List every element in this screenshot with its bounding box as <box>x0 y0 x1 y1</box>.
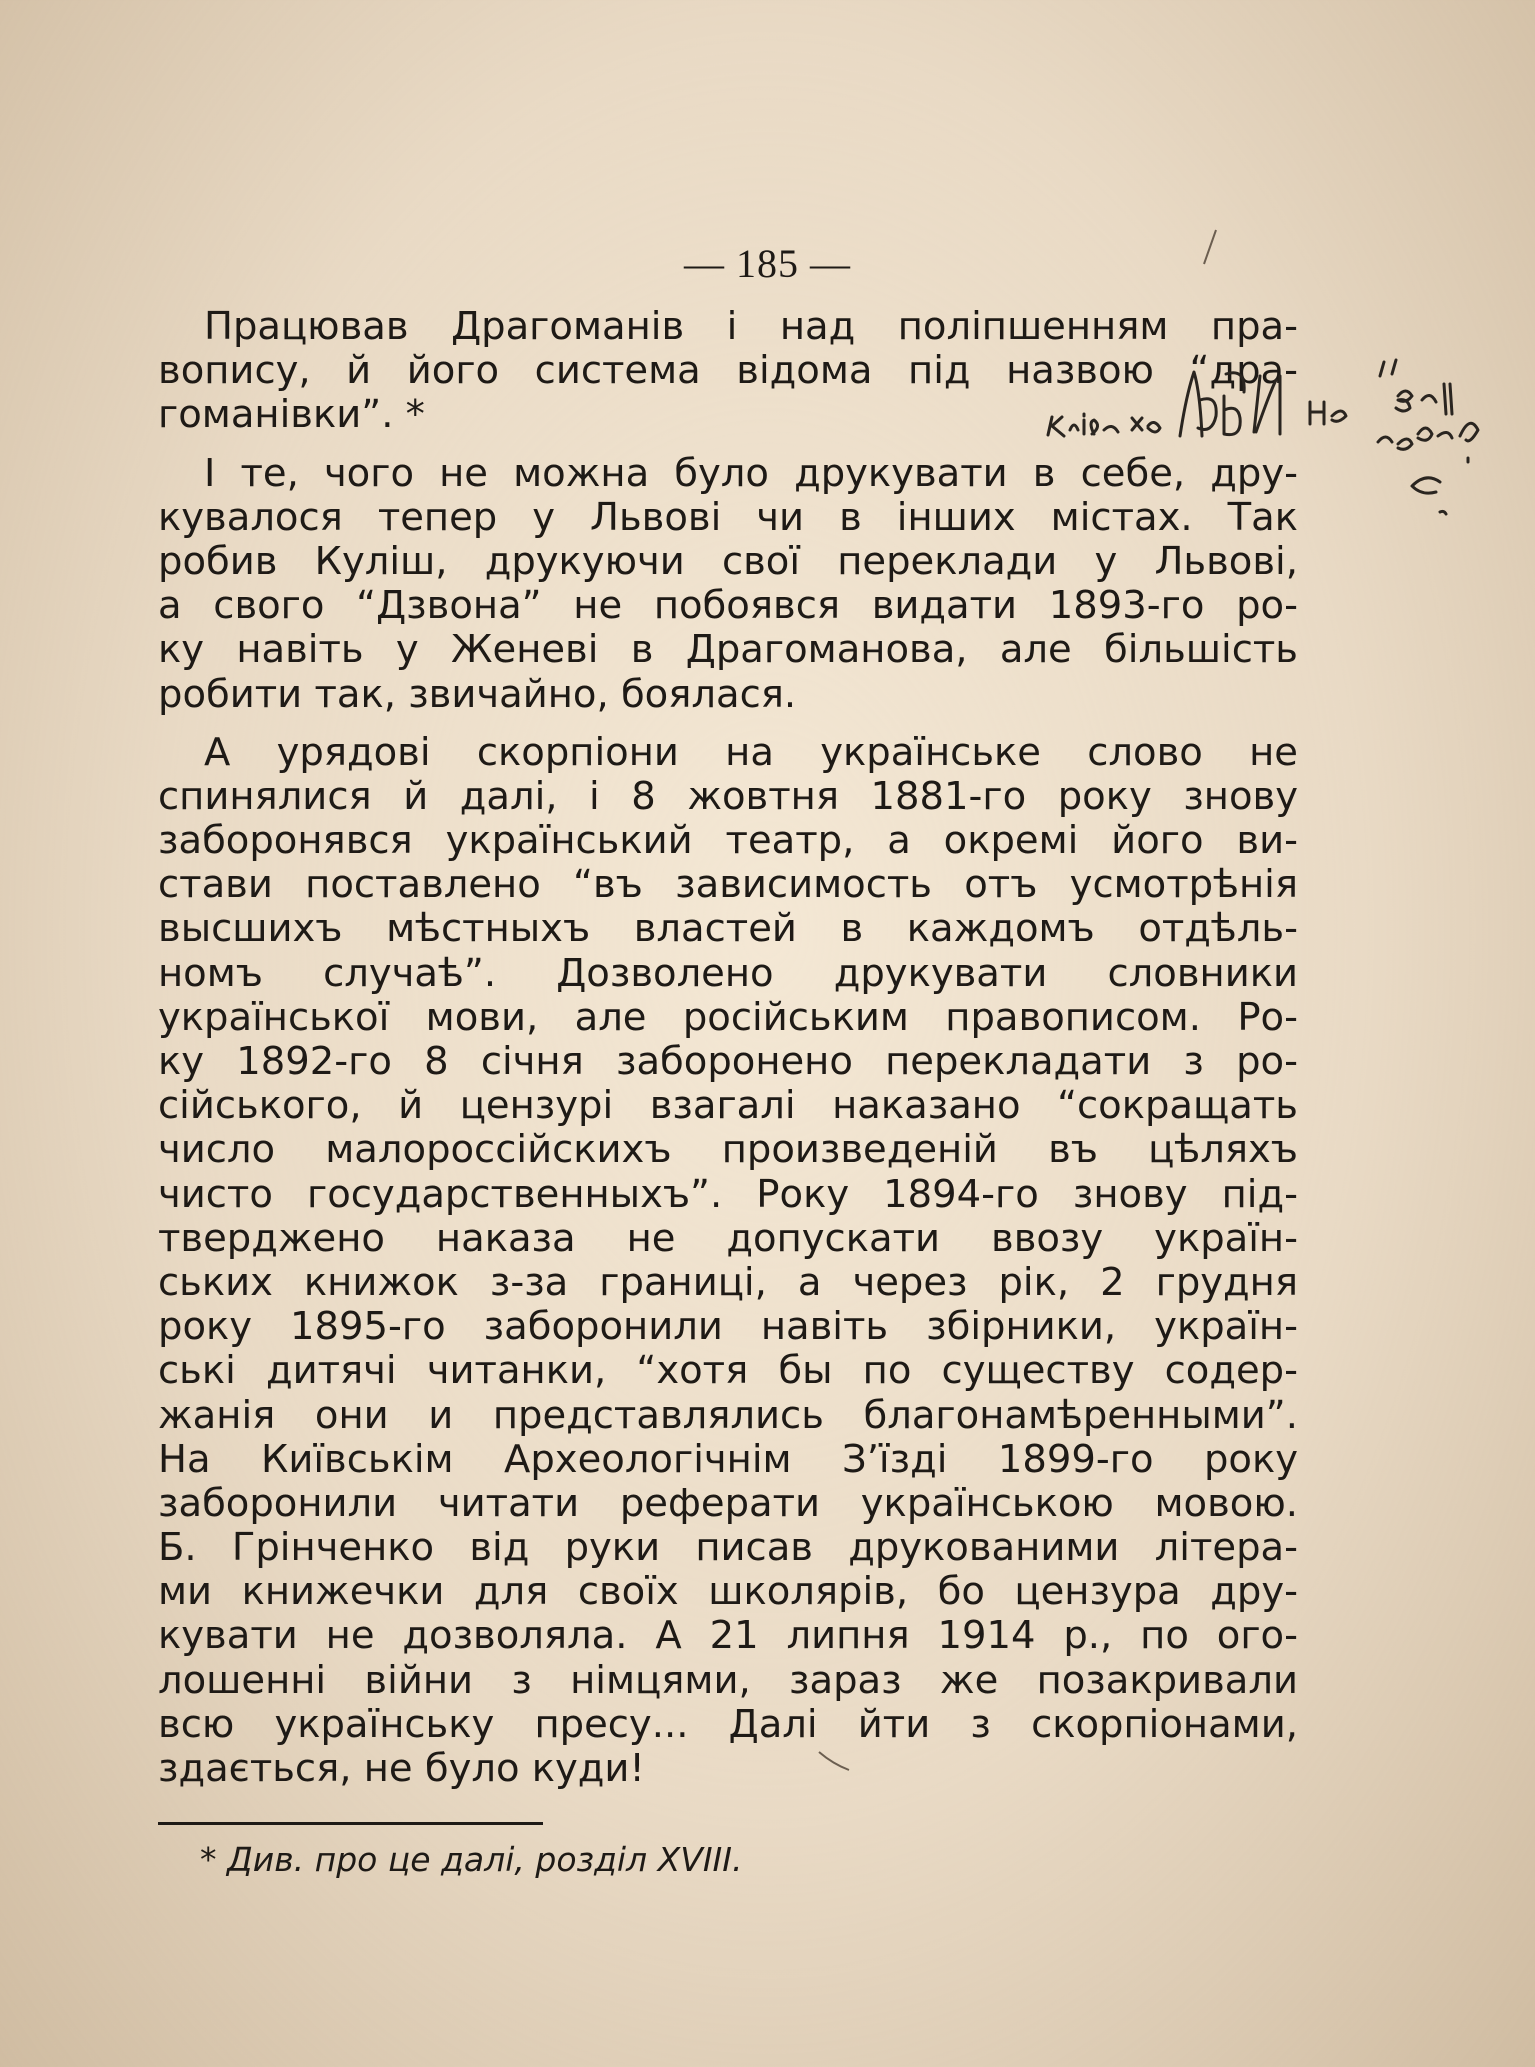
text-line: року 1895-го заборонили навіть збірники, україн- <box>158 1304 1298 1350</box>
text-line: тверджено наказа не допускати ввозу україн- <box>158 1215 1298 1261</box>
text-line: робив Куліш, друкуючи свої переклади у Львові, <box>158 538 1298 584</box>
text-line: робити так, звичайно, боялася. <box>158 671 797 717</box>
text-line: здається, не було куди! <box>158 1746 645 1791</box>
text-line: заборонявся український театр, а окремі його ви- <box>158 818 1298 864</box>
text-line: Працював Драгоманів і над поліпшенням пра- <box>204 304 1298 349</box>
text-line: ми книжечки для своїх школярів, бо цензура дру- <box>158 1569 1298 1615</box>
pencil-mark <box>1200 228 1220 268</box>
handwritten-annotation <box>1040 340 1535 530</box>
text-line: кувати не дозволяла. А 21 липня 1914 р., по ого- <box>158 1613 1298 1659</box>
text-line: На Київськім Археологічнім З’їзді 1899-го року <box>158 1436 1298 1482</box>
page-number: — 185 — <box>684 241 851 286</box>
text-line: ських книжок з-за границі, а через рік, 2 грудня <box>158 1259 1298 1305</box>
footnote: * Див. про це далі, розділ XVIII. <box>200 1840 743 1879</box>
text-line: ські дитячі читанки, “хотя бы по существу содер- <box>158 1348 1298 1394</box>
text-line: заборонили читати реферати українською мовою. <box>158 1480 1298 1526</box>
text-line: высшихъ мѣстныхъ властей в каждомъ отдѣль- <box>158 906 1298 952</box>
text-line: кувалося тепер у Львові чи в інших містах. Так <box>158 494 1298 540</box>
text-line: стави поставлено “въ зависимость отъ усмотрѣнія <box>158 862 1298 908</box>
text-line: вопису, й його система відома під назвою “дра- <box>158 348 1298 394</box>
text-line: а свого “Дзвона” не побоявся видати 1893-го ро- <box>158 583 1298 629</box>
text-line: жанія они и представлялись благонамѣренными”. <box>158 1392 1298 1438</box>
text-line: Б. Грінченко від руки писав друкованими літера- <box>158 1525 1298 1571</box>
text-line: сійського, й цензурі взагалі наказано “сокращать <box>158 1083 1298 1129</box>
text-line: чисто государственныхъ”. Року 1894-го знову під- <box>158 1171 1298 1217</box>
text-line: ку 1892-го 8 січня заборонено перекладати з ро- <box>158 1039 1298 1084</box>
text-line: гоманівки”. * <box>158 392 425 438</box>
pencil-mark <box>815 1748 855 1778</box>
text-line: А урядові скорпіони на українське слово не <box>204 729 1298 775</box>
text-line: номъ случаѣ”. Дозволено друкувати словники <box>158 950 1298 996</box>
text-line: число малороссійскихъ произведеній въ цѣляхъ <box>158 1127 1298 1173</box>
text-line: І те, чого не можна було друкувати в себе, дру- <box>204 450 1298 496</box>
text-line: спинялися й далі, і 8 жовтня 1881-го року знову <box>158 773 1298 819</box>
footnote-divider <box>158 1822 543 1825</box>
text-line: всю українську пресу... Далі йти з скорпіонами, <box>158 1701 1298 1747</box>
body-text <box>158 305 1298 1805</box>
paragraph-3 <box>158 731 1298 1792</box>
text-line: ку навіть у Женеві в Драгоманова, але більшість <box>158 627 1298 673</box>
text-line: української мови, але російським правописом. Ро- <box>158 994 1298 1040</box>
text-line: лошенні війни з німцями, зараз же позакривали <box>158 1657 1298 1703</box>
